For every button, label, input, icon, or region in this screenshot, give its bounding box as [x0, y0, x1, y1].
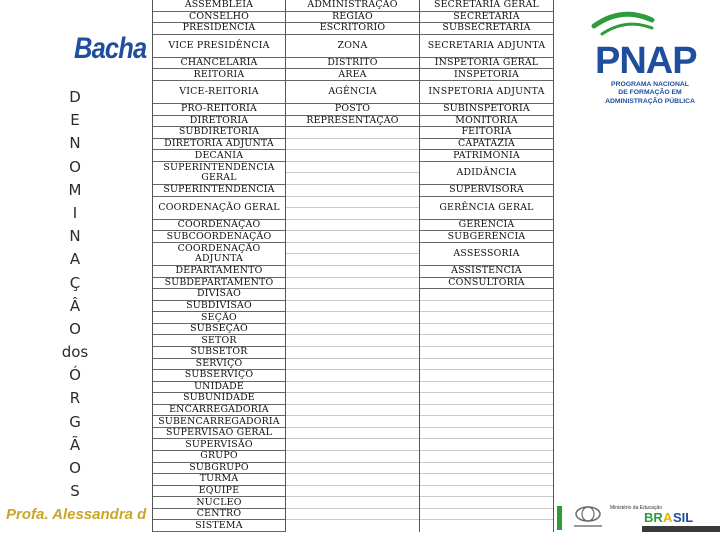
pnap-subtitle-line: DE FORMAÇÃO EM: [618, 89, 682, 97]
vertical-letter: A: [69, 250, 81, 269]
table-cell-empty: [420, 370, 553, 382]
vertical-letter: M: [68, 180, 82, 199]
footer-logos: [556, 498, 720, 538]
table-cell-empty: [286, 393, 419, 405]
table-cell-empty: [286, 509, 419, 521]
table-cell: SUPERVISÃO: [153, 439, 285, 451]
vertical-letter: I: [72, 203, 78, 222]
table-column-3: [419, 0, 554, 532]
table-cell: SECRETARIA GERAL: [420, 0, 553, 12]
table-cell-empty: [420, 497, 553, 509]
table-cell-empty: [286, 231, 419, 243]
table-cell: GERÊNCIA GERAL: [420, 197, 553, 220]
table-cell-empty: [286, 382, 419, 394]
table-cell-empty: [286, 185, 419, 197]
table-cell: CENTRO: [153, 509, 285, 521]
svg-text:BR: BR: [644, 510, 663, 525]
table-cell: GRUPO: [153, 451, 285, 463]
table-cell-empty: [286, 474, 419, 486]
table-cell: ASSESSORIA: [420, 243, 553, 266]
table-cell: ÁREA: [286, 69, 419, 81]
table-cell-empty: [420, 393, 553, 405]
table-cell-empty: [286, 139, 419, 151]
table-cell-empty: [286, 428, 419, 440]
table-cell: SISTEMA: [153, 520, 285, 532]
table-cell-empty: [286, 254, 419, 266]
table-cell: PRÓ-REITORIA: [153, 104, 285, 116]
table-cell: ASSISTÊNCIA: [420, 266, 553, 278]
table-cell: SUBUNIDADE: [153, 393, 285, 405]
vertical-letter: O: [69, 459, 81, 477]
pnap-subtitle-line: ADMINISTRAÇÃO PÚBLICA: [605, 97, 695, 105]
table-cell: SECRETARIA ADJUNTA: [420, 35, 553, 58]
table-cell-empty: [286, 197, 419, 209]
table-cell: SUBGERÊNCIA: [420, 231, 553, 243]
table-cell: SUPERINTENDÊNCIA GERAL: [153, 162, 285, 185]
svg-text:SIL: SIL: [673, 510, 694, 525]
table-cell: GERÊNCIA: [420, 220, 553, 232]
table-cell: UNIDADE: [153, 382, 285, 394]
table-cell-empty: [286, 486, 419, 498]
table-cell-empty: [286, 312, 419, 324]
vertical-letter: O: [69, 319, 81, 338]
table-cell-empty: [286, 497, 419, 509]
table-cell: SERVIÇO: [153, 359, 285, 371]
table-cell-empty: [420, 335, 553, 347]
table-cell-empty: [286, 289, 419, 301]
table-cell: DEPARTAMENTO: [153, 266, 285, 278]
vertical-letter: N: [69, 227, 81, 246]
table-cell: SUBDIRETORIA: [153, 127, 285, 139]
vertical-title: [50, 86, 100, 503]
table-cell: COORDENAÇÃO: [153, 220, 285, 232]
table-cell-empty: [286, 463, 419, 475]
table-cell: SUBSETOR: [153, 347, 285, 359]
table-cell: DECANIA: [153, 150, 285, 162]
table-cell: PRESIDÊNCIA: [153, 23, 285, 35]
table-cell-empty: [286, 405, 419, 417]
table-cell-empty: [420, 486, 553, 498]
table-cell-empty: [420, 474, 553, 486]
vertical-letter: Ó: [69, 366, 81, 385]
table-cell: SUBSERVIÇO: [153, 370, 285, 382]
table-cell: ADMINISTRAÇÃO: [286, 0, 419, 12]
table-cell: SUBGRUPO: [153, 463, 285, 475]
table-cell-empty: [420, 347, 553, 359]
table-cell: DISTRITO: [286, 58, 419, 70]
vertical-letter: Ã: [69, 435, 81, 454]
vertical-letter: O: [69, 157, 81, 176]
table-cell: EQUIPE: [153, 486, 285, 498]
table-cell: TURMA: [153, 474, 285, 486]
table-cell: SUBINSPETORIA: [420, 104, 553, 116]
green-bar-icon: [557, 506, 562, 530]
table-cell: FEITORIA: [420, 127, 553, 139]
table-cell: SUPERINTENDÊNCIA: [153, 185, 285, 197]
table-cell: CONSELHO: [153, 12, 285, 24]
vertical-letter: Â: [69, 296, 81, 315]
table-cell: ESCRITÓRIO: [286, 23, 419, 35]
table-cell-empty: [420, 439, 553, 451]
table-cell: SUPERVISORA: [420, 185, 553, 197]
table-cell-empty: [420, 301, 553, 313]
table-cell: COORDENAÇÃO ADJUNTA: [153, 243, 285, 266]
table-cell: CHANCELARIA: [153, 58, 285, 70]
table-cell-empty: [286, 324, 419, 336]
footer-author: Profa. Alessandra d: [6, 506, 147, 523]
table-cell-empty: [420, 289, 553, 301]
vertical-letter: R: [69, 389, 81, 408]
table-cell: SECRETARIA: [420, 12, 553, 24]
table-cell: SETOR: [153, 335, 285, 347]
table-cell-empty: [420, 359, 553, 371]
table-cell-empty: [286, 359, 419, 371]
table-cell: SUBDIVISÃO: [153, 301, 285, 313]
table-cell: DIVISÃO: [153, 289, 285, 301]
table-cell: SUBDEPARTAMENTO: [153, 278, 285, 290]
table-cell-empty: [286, 173, 419, 185]
table-cell: CONSULTORIA: [420, 278, 553, 290]
table-cell-empty: [286, 220, 419, 232]
vertical-letter: G: [69, 412, 81, 431]
table-cell-empty: [286, 347, 419, 359]
vertical-letter: dos: [61, 343, 89, 362]
pnap-logo-subtitle: [591, 81, 709, 106]
vertical-letter: D: [69, 88, 81, 106]
nomenclature-table: [152, 0, 554, 532]
table-cell: PATRIMÔNIA: [420, 150, 553, 162]
table-cell: COORDENAÇÃO GERAL: [153, 197, 285, 220]
svg-text:A: A: [663, 510, 673, 525]
table-cell: REPRESENTAÇÃO: [286, 116, 419, 128]
vertical-letter: Ç: [69, 273, 81, 292]
table-cell: AGÊNCIA: [286, 81, 419, 104]
table-cell: SUBENCARREGADORIA: [153, 416, 285, 428]
table-column-1: [152, 0, 286, 532]
table-cell: SUBSEÇÃO: [153, 324, 285, 336]
table-cell: DIRETORIA: [153, 116, 285, 128]
table-cell-empty: [286, 416, 419, 428]
table-cell: INSPETORIA GERAL: [420, 58, 553, 70]
slide-title-fragment: Bacha: [74, 32, 147, 65]
table-cell-empty: [286, 439, 419, 451]
table-cell-empty: [286, 301, 419, 313]
table-cell: ENCARREGADORIA: [153, 405, 285, 417]
table-cell: ASSEMBLEIA: [153, 0, 285, 12]
table-cell-empty: [286, 162, 419, 174]
table-cell: DIRETORIA ADJUNTA: [153, 139, 285, 151]
table-cell: INSPETORIA: [420, 69, 553, 81]
table-cell-empty: [286, 266, 419, 278]
table-cell-empty: [286, 370, 419, 382]
vertical-letter: E: [70, 111, 80, 130]
table-cell-empty: [420, 509, 553, 521]
pnap-subtitle-line: PROGRAMA NACIONAL: [611, 81, 689, 88]
table-cell-empty: [286, 127, 419, 139]
table-column-2: [285, 0, 420, 532]
table-cell-empty: [420, 463, 553, 475]
table-cell-empty: [286, 208, 419, 220]
table-cell-empty: [420, 312, 553, 324]
ministry-caption: Ministério da Educação: [610, 505, 662, 511]
table-cell: CAPATAZIA: [420, 139, 553, 151]
table-cell: SUPERVISÃO GERAL: [153, 428, 285, 440]
table-cell-empty: [286, 451, 419, 463]
vertical-letter: S: [70, 482, 80, 501]
table-cell: VICE PRESIDÊNCIA: [153, 35, 285, 58]
table-cell-empty: [286, 278, 419, 290]
table-cell: SUBSECRETARIA: [420, 23, 553, 35]
vertical-letter: N: [69, 134, 81, 153]
table-cell-empty: [420, 416, 553, 428]
table-cell: ZONA: [286, 35, 419, 58]
table-cell-empty: [420, 428, 553, 440]
table-cell: ADIDÂNCIA: [420, 162, 553, 185]
capes-logo-icon: [576, 507, 600, 521]
table-cell-empty: [420, 324, 553, 336]
table-cell: INSPETORIA ADJUNTA: [420, 81, 553, 104]
table-cell: MONITORIA: [420, 116, 553, 128]
table-cell-empty: [420, 382, 553, 394]
table-cell: NÚCLEO: [153, 497, 285, 509]
table-cell: SUBCOORDENAÇÃO: [153, 231, 285, 243]
table-cell-empty: [286, 150, 419, 162]
table-cell: VICE-REITORIA: [153, 81, 285, 104]
table-cell: SEÇÃO: [153, 312, 285, 324]
table-cell-empty: [286, 335, 419, 347]
pnap-logo-text: PNAP: [595, 40, 697, 82]
table-cell-empty: [420, 451, 553, 463]
table-cell: REITORIA: [153, 69, 285, 81]
table-cell: REGIÃO: [286, 12, 419, 24]
table-cell: POSTO: [286, 104, 419, 116]
table-cell-empty: [286, 243, 419, 255]
table-cell-empty: [420, 405, 553, 417]
